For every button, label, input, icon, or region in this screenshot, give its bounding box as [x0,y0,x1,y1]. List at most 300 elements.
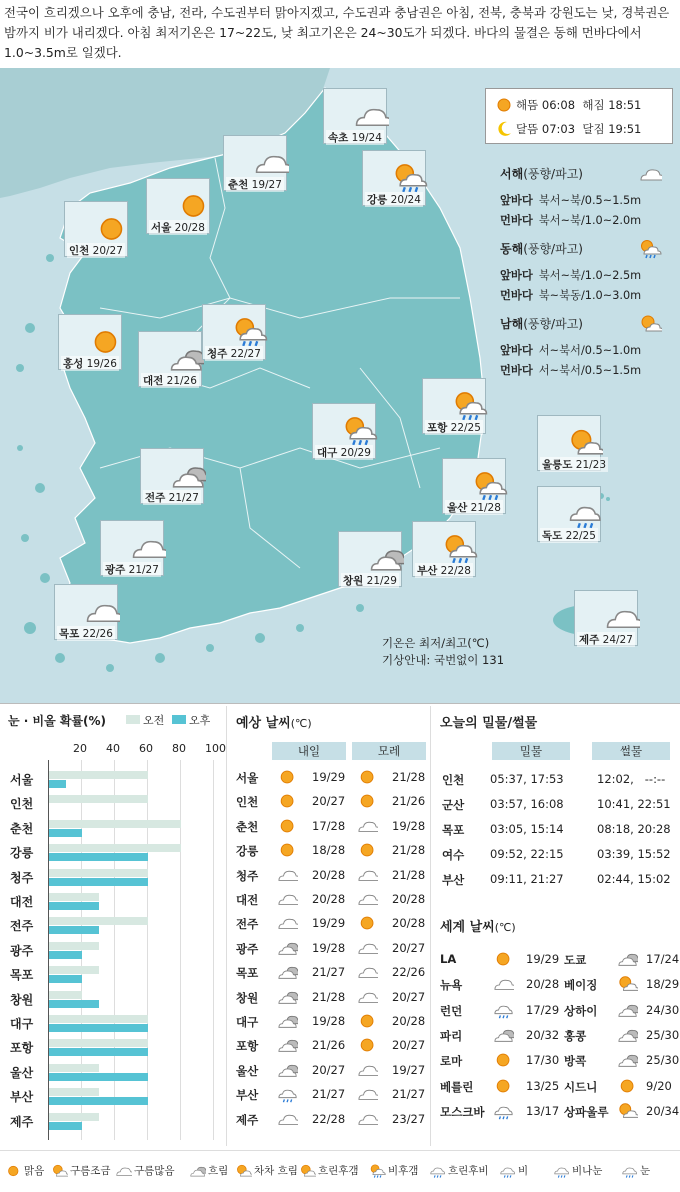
sun-rain-icon [640,238,662,260]
map-city-name: 울릉도 [542,459,573,471]
world-city: 상하이 [564,1003,598,1018]
forecast-city: 부산 [236,1088,259,1103]
precip-bar-pm [49,1097,148,1105]
tide-high: 09:52, 22:15 [490,847,564,861]
forecast-city: 울산 [236,1063,259,1078]
map-city-label [341,573,399,588]
legend-item-label: 맑음 [24,1165,45,1177]
map-city-label [540,528,598,543]
legend-item-label: 흐림 [208,1165,229,1177]
cloudy-icon [358,816,378,836]
map-city-temp: 21/27 [165,492,199,504]
precip-bar-am [49,1015,148,1023]
forecast-temp-tomorrow: 19/29 [312,916,346,931]
legend-item [190,1163,228,1179]
forecast-temp-tomorrow: 20/27 [312,794,346,809]
precip-city-label: 대전 [10,895,34,909]
map-city-name: 울산 [447,502,468,514]
forecast-temp-tomorrow: 18/28 [312,843,346,858]
world-temp: 9/20 [646,1078,672,1093]
legend-item-label: 차차 흐림 [254,1165,298,1177]
world-temp: 20/34 [646,1103,680,1118]
forecast-temp-tomorrow: 21/27 [312,1087,346,1102]
forecast-city: 제주 [236,1112,259,1127]
map-city-name: 광주 [105,564,126,576]
forecast-city: 광주 [236,941,259,956]
tide-city: 목포 [442,823,465,837]
forecast-temp-dayafter: 21/27 [392,1087,426,1102]
world-city: 뉴욕 [440,978,463,993]
weather-map [0,68,680,703]
precip-bar-pm [49,1000,99,1008]
overcast-icon [278,1060,298,1080]
cloudy-icon [640,163,662,185]
map-city-label [103,562,161,577]
tide-low: 03:39, 15:52 [597,847,671,861]
world-temp: 13/17 [526,1103,560,1118]
map-city-5 [64,201,128,257]
map-note-temperature: 기온은 최저/최고(℃) [382,636,490,650]
map-city-name: 서울 [151,222,172,234]
rain-icon [500,1163,516,1179]
forecast-temp-tomorrow: 20/28 [312,892,346,906]
map-city-name: 창원 [343,575,364,587]
sea-west-header: 서해(풍향/파고) [490,162,672,186]
forecast-temp-dayafter: 20/28 [392,916,426,931]
legend-item [52,1163,111,1179]
tide-low: 02:44, 15:02 [597,872,671,886]
map-city-10 [312,403,376,459]
map-city-temp: 24/27 [599,634,633,646]
precip-bar-pm [49,975,82,983]
map-city-label [149,220,207,235]
world-temp: 19/29 [526,952,560,966]
forecast-city: 대전 [236,893,259,907]
forecast-temp-dayafter: 23/27 [392,1111,426,1126]
map-city-temp: 22/26 [79,628,113,640]
precip-bar-pm [49,1122,82,1130]
tide-title: 오늘의 밀물/썰물 [440,716,538,731]
map-city-temp: 21/28 [467,502,501,514]
map-city-temp: 19/24 [348,132,382,144]
sun-icon [494,949,514,969]
legend-am-label: 오전 [143,714,165,727]
precip-bar-pm [49,1073,148,1081]
moon-icon [494,119,514,139]
map-city-label [415,563,473,578]
map-city-name: 제주 [579,634,600,646]
forecast-temp-dayafter: 20/28 [392,1014,426,1028]
forecast-temp-dayafter: 19/28 [392,818,426,833]
sea-east-far: 먼바다 북~북동/1.0~3.0m [500,289,642,302]
precip-city-label: 전주 [10,919,34,934]
legend-pm-label: 오후 [189,714,211,727]
legend-item [6,1163,44,1179]
sunset-time: 18:51 [608,98,642,112]
precip-bar-am [49,820,181,828]
map-city-2 [223,135,287,191]
forecast-summary: 전국이 흐리겠으나 오후에 충남, 전라, 수도권부터 맑아지겠고, 수도권과 충남권은 아침, 전북, 충북과 강원도는 낮, 경북권은 밤까지 비가 내리겠다. 아침 최저기온은 17~22도, 낮 최고기온은 24~30도가 되겠다. 바다의 물결은 동해 먼바다에서 1.0~3.5m로 일겠다. [4,5,670,60]
overcast-icon [618,1000,638,1020]
forecast-temp-tomorrow: 21/26 [312,1038,346,1053]
map-city-label [226,177,284,192]
precip-city-label: 부산 [10,1090,34,1105]
map-city-temp: 21/29 [363,575,397,587]
precip-bar-pm [49,951,82,959]
rain-icon [430,1163,446,1179]
map-city-temp: 20/29 [337,447,371,459]
forecast-temp-dayafter: 21/28 [392,867,426,882]
precip-bar-pm [49,1048,148,1056]
moonrise-time: 07:03 [541,122,576,136]
map-city-label [57,626,115,641]
map-city-name: 포항 [427,422,448,434]
precip-bar-am [49,771,148,779]
sun-cloud-icon [640,313,662,335]
forecast-temp-tomorrow: 21/28 [312,989,346,1004]
cloudy-icon [358,889,378,909]
sun-icon [278,816,298,836]
map-city-label [61,356,119,371]
forecast-city: 대구 [236,1015,259,1029]
legend-item [300,1163,359,1179]
overcast-icon [278,1035,298,1055]
precip-bar-pm [49,829,82,837]
forecast-temp-tomorrow: 19/28 [312,1014,346,1028]
cloudy-icon [278,889,298,909]
overcast-icon [278,962,298,982]
precip-gridline [213,760,214,1140]
map-city-label [205,346,263,361]
world-city: 방콕 [564,1054,587,1069]
precip-gridline [180,760,181,1140]
world-temp: 18/29 [646,977,680,992]
sun-icon [494,1050,514,1070]
tide-high: 03:57, 16:08 [490,797,564,811]
cloudy-icon [358,865,378,885]
forecast-city: 강릉 [236,844,259,859]
sun-icon [6,1163,22,1179]
map-city-label [141,373,199,388]
sun-cloud-icon [52,1163,68,1179]
forecast-temp-dayafter: 21/28 [392,770,426,784]
map-city-name: 부산 [417,565,438,577]
map-city-name: 춘천 [228,179,249,191]
cloudy-icon [358,1084,378,1104]
forecast-temp-tomorrow: 20/28 [312,867,346,882]
world-title: 세계 날씨(℃) [440,920,516,935]
sea-south-near: 앞바다 서~북서/0.5~1.0m [500,344,642,357]
icon-legend [0,1150,680,1192]
forecast-city: 포항 [236,1039,259,1054]
precip-city-label: 춘천 [10,821,34,836]
map-city-temp: 19/27 [248,179,282,191]
legend-item-label: 구름많음 [134,1165,175,1177]
precip-gridline [114,760,115,1140]
map-city-temp: 21/23 [572,459,607,471]
forecast-city: 청주 [236,868,259,883]
sun-icon [358,1011,378,1031]
map-city-11 [537,415,607,471]
precip-city-label: 목포 [10,968,34,983]
precip-tick-label: 20 [73,742,87,755]
map-city-temp: 19/26 [83,358,117,370]
forecast-city: 창원 [236,990,259,1005]
world-city: LA [440,952,457,966]
sea-south-far: 먼바다 서~북서/0.5~1.5m [500,364,642,377]
map-city-temp: 22/25 [447,422,481,434]
legend-item [430,1163,489,1179]
sun-moon-box [485,88,673,144]
world-city: 베이징 [564,978,598,993]
map-city-name: 인천 [69,245,90,257]
world-city: 베를린 [440,1079,474,1094]
precip-tick-label: 80 [172,742,186,755]
precip-bar-am [49,1039,148,1047]
legend-item-label: 눈 [640,1165,651,1177]
tide-high: 05:37, 17:53 [490,772,564,786]
rain-icon [554,1163,570,1179]
tide-col-low: 썰물 [592,742,670,760]
map-city-name: 홍성 [63,358,84,370]
precip-gridline [147,760,148,1140]
precip-bar-am [49,869,148,877]
tide-col-high: 밀물 [492,742,570,760]
precip-bar-am [49,991,82,999]
map-city-12 [442,458,506,514]
precip-tick-label: 100 [205,742,226,755]
world-temp: 17/24 [646,952,680,966]
sunrise-time: 06:08 [541,98,576,112]
forecast-temp-dayafter: 20/27 [392,940,426,955]
overcast-icon [190,1163,206,1179]
forecast-temp-dayafter: 19/27 [392,1062,426,1077]
precip-city-label: 포항 [10,1041,34,1056]
map-city-name: 강릉 [367,194,388,206]
map-city-label [143,490,201,505]
overcast-icon [618,949,638,969]
precip-bar-am [49,893,99,901]
map-city-temp: 22/28 [437,565,471,577]
precip-city-label: 창원 [10,992,34,1007]
forecast-temp-dayafter: 22/26 [392,965,426,980]
forecast-temp-tomorrow: 21/27 [312,965,346,980]
overcast-icon [278,1011,298,1031]
world-temp: 17/30 [526,1053,560,1068]
map-city-label [326,130,384,145]
sea-west-far: 먼바다 북서~북/1.0~2.0m [500,214,642,227]
precip-tick-label: 40 [106,742,120,755]
world-temp: 17/29 [526,1002,560,1017]
map-city-name: 대전 [143,375,164,387]
cloudy-icon [358,987,378,1007]
sun-icon [358,840,378,860]
cloudy-icon [358,962,378,982]
rain-icon [622,1163,638,1179]
world-city: 도쿄 [564,953,587,967]
rain-icon [494,1000,514,1020]
map-city-17 [338,531,402,587]
world-city: 모스크바 [440,1104,485,1119]
legend-pm-swatch [172,715,186,724]
world-city: 로마 [440,1054,463,1069]
world-city: 파리 [440,1028,463,1043]
forecast-city: 춘천 [236,819,259,834]
map-city-8 [202,304,266,360]
sun-icon [278,840,298,860]
overcast-icon [618,1025,638,1045]
legend-item-label: 비나눈 [572,1165,603,1177]
tide-low: 10:41, 22:51 [597,797,671,811]
precip-bar-pm [49,1024,148,1032]
precip-city-label: 울산 [10,1065,34,1080]
forecast-temp-dayafter: 20/27 [392,989,426,1004]
sun-rain-icon [370,1163,386,1179]
precip-bar-am [49,917,148,925]
cloudy-icon [278,865,298,885]
sun-cloud-icon [300,1163,316,1179]
forecast-temp-dayafter: 20/28 [392,892,426,906]
world-temp: 25/30 [646,1027,680,1042]
precip-bar-am [49,844,181,852]
world-temp: 25/30 [646,1053,680,1068]
map-city-14 [537,486,601,542]
map-city-label [365,192,423,207]
overcast-icon [278,987,298,1007]
cloudy-icon [494,974,514,994]
sun-icon [618,1076,638,1096]
overcast-icon [494,1025,514,1045]
precip-city-label: 청주 [10,870,34,885]
tide-city: 부산 [442,873,465,887]
legend-item-label: 비 [518,1165,529,1177]
map-city-temp: 20/27 [89,245,123,257]
forecast-city: 서울 [236,771,259,785]
forecast-temp-dayafter: 21/28 [392,843,426,858]
forecast-city: 인천 [236,795,259,810]
map-city-temp: 22/25 [562,530,596,542]
map-city-temp: 21/26 [163,375,197,387]
precip-bar-pm [49,926,99,934]
map-city-16 [412,521,476,577]
rain-icon [494,1101,514,1121]
legend-item-label: 비후갬 [388,1165,419,1177]
sun-cloud-icon [618,1101,638,1121]
forecast-title: 예상 날씨(℃) [236,716,312,731]
map-city-label [445,500,503,515]
sea-east-near: 앞바다 북서~북/1.0~2.5m [500,269,642,282]
tide-high: 09:11, 21:27 [490,872,564,886]
overcast-icon [278,938,298,958]
tide-low: 12:02, --:-- [597,772,666,786]
precip-city-label: 강릉 [10,846,34,861]
world-city: 상파울루 [564,1104,609,1119]
moonset-label: 달짐 [582,122,605,136]
legend-item [500,1163,528,1179]
map-city-name: 독도 [542,530,563,542]
legend-item [554,1163,602,1179]
map-city-18 [54,584,118,640]
precip-bar-pm [49,878,148,886]
precip-city-label: 광주 [10,943,34,958]
sea-south-header: 남해(풍향/파고) [490,312,672,336]
precip-city-label: 제주 [10,1114,34,1129]
map-city-label [577,632,635,647]
map-city-3 [362,150,426,206]
precip-city-label: 인천 [10,797,34,812]
world-city: 런던 [440,1003,463,1018]
sun-icon [358,913,378,933]
overcast-icon [618,1050,638,1070]
precip-city-label: 서울 [10,773,34,787]
sun-cloud-icon [236,1163,252,1179]
world-temp: 20/28 [526,977,560,992]
cloudy-icon [358,938,378,958]
sun-icon [494,95,514,115]
map-city-temp: 21/27 [125,564,159,576]
map-city-temp: 20/24 [387,194,421,206]
map-city-7 [138,331,202,387]
legend-item [370,1163,418,1179]
map-city-6 [58,314,122,370]
precip-bar-pm [49,902,99,910]
sun-icon [278,767,298,787]
forecast-col-dayafter: 모레 [352,742,426,760]
forecast-temp-tomorrow: 19/29 [312,770,346,784]
precip-bar-pm [49,780,66,788]
map-city-15 [100,520,164,576]
map-city-name: 전주 [145,492,166,504]
legend-item [116,1163,175,1179]
forecast-city: 전주 [236,917,259,932]
moonset-time: 19:51 [608,122,642,136]
sun-icon [494,1076,514,1096]
map-city-9 [422,378,486,434]
legend-item [236,1163,298,1179]
forecast-temp-dayafter: 20/27 [392,1038,426,1053]
map-city-temp: 20/28 [171,222,205,234]
sun-icon [358,767,378,787]
precip-bar-am [49,966,99,974]
map-city-name: 속초 [328,132,349,144]
forecast-temp-tomorrow: 17/28 [312,818,346,833]
rain-icon [278,1084,298,1104]
sea-east-header: 동해(풍향/파고) [490,237,672,261]
map-city-label [315,445,373,460]
sunset-label: 해짐 [582,98,605,112]
world-city: 시드니 [564,1079,598,1094]
map-city-4 [146,178,210,234]
world-temp: 13/25 [526,1078,560,1093]
legend-am-swatch [126,715,140,724]
cloudy-icon [358,1060,378,1080]
forecast-temp-dayafter: 21/26 [392,794,426,809]
precip-bar-am [49,942,99,950]
sunrise-label: 해뜸 [516,98,539,112]
precip-bar-am [49,1064,99,1072]
cloudy-icon [358,1109,378,1129]
map-city-name: 대구 [317,447,338,459]
precip-title: 눈 · 비올 확률(%) [8,714,107,728]
precip-city-label: 대구 [10,1017,34,1031]
legend-item-label: 구름조금 [70,1165,111,1177]
cloudy-icon [278,1109,298,1129]
sun-icon [358,791,378,811]
sun-icon [278,791,298,811]
precip-bar-am [49,795,148,803]
legend-item [622,1163,650,1179]
forecast-temp-tomorrow: 20/27 [312,1062,346,1077]
